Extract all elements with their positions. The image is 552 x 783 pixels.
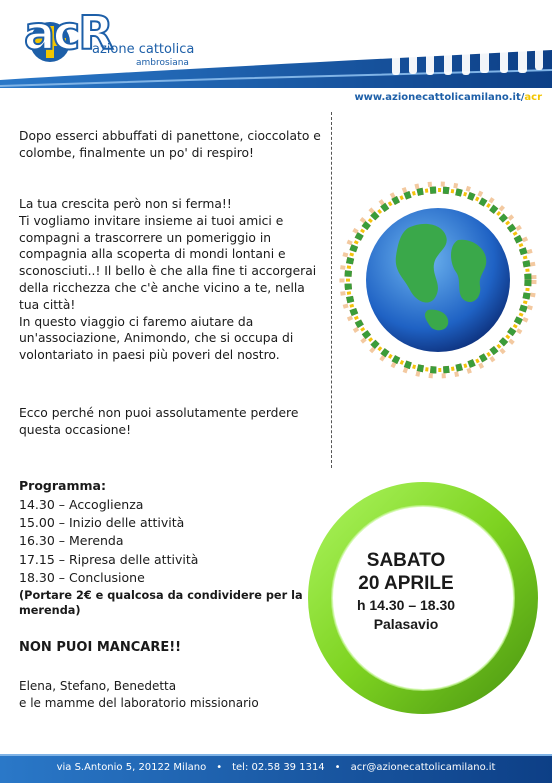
invitation-line-3: In questo viaggio ci faremo aiutare da un'associazione, Animondo, che si occupa di volontariato in paesi più poveri del nostro. xyxy=(19,314,294,363)
program-item: 15.00 – Inizio delle attività xyxy=(19,515,185,531)
event-day: SABATO xyxy=(366,550,446,571)
event-date: 20 APRILE xyxy=(358,573,454,594)
intro-paragraph: Dopo esserci abbuffati di panettone, cioccolato e colombe, finalmente un po' di respiro! xyxy=(19,129,321,160)
footer-address: via S.Antonio 5, 20122 Milano xyxy=(56,762,207,773)
signature-group: e le mamme del laboratorio missionario xyxy=(19,696,259,710)
logo-subtitle: ambrosiana xyxy=(136,58,189,68)
event-details xyxy=(336,550,476,634)
program-item: 16.30 – Merenda xyxy=(19,533,124,549)
event-time: h 14.30 – 18.30 xyxy=(356,597,456,613)
program-note: (Portare 2€ e qualcosa da condividere per la merenda) xyxy=(19,589,303,617)
header xyxy=(0,0,552,108)
footer xyxy=(0,754,552,783)
footer-contacts xyxy=(0,762,552,773)
program-item: 14.30 – Accoglienza xyxy=(19,497,144,512)
footer-phone: tel: 02.58 39 1314 xyxy=(232,762,325,773)
invitation-line-1: La tua crescita però non si ferma!! xyxy=(19,197,232,211)
program-list xyxy=(19,496,198,587)
call-to-action: NON PUOI MANCARE!! xyxy=(19,640,182,655)
invitation-paragraph xyxy=(19,196,324,364)
signature xyxy=(19,678,319,712)
logo-letters: acR xyxy=(24,6,112,60)
program-title: Programma: xyxy=(19,478,106,493)
footer-separator: • xyxy=(216,762,223,773)
globe-children-illustration xyxy=(338,180,538,380)
invitation-line-2: Ti vogliamo invitare insieme ai tuoi amici e compagni a trascorrere un pomeriggio in compagnia alla scoperta di mondi lontani e sconosciuti..! Il bello è che alla fine ti accorgerai della ricchezza che c'è anche vicino a te, nella tua città! xyxy=(19,213,317,312)
closing-paragraph: Ecco perché non puoi assolutamente perdere questa occasione! xyxy=(19,406,299,437)
program-item: 17.15 – Ripresa delle attività xyxy=(19,551,199,567)
logo-name: azione cattolica xyxy=(92,42,195,57)
program-item: 18.30 – Conclusione xyxy=(19,569,145,585)
column-divider xyxy=(331,112,332,468)
site-url-main: www.azionecattolicamilano.it/ xyxy=(354,92,525,103)
footer-email-link[interactable]: acr@azionecattolicamilano.it xyxy=(350,762,496,773)
site-url-link[interactable] xyxy=(354,92,542,103)
earth-globe-icon xyxy=(366,208,510,352)
event-place: Palasavio xyxy=(373,616,439,632)
footer-separator: • xyxy=(334,762,341,773)
people-silhouettes-icon xyxy=(392,30,543,75)
signature-names: Elena, Stefano, Benedetta xyxy=(19,679,177,693)
site-url-acr: acr xyxy=(524,92,542,103)
